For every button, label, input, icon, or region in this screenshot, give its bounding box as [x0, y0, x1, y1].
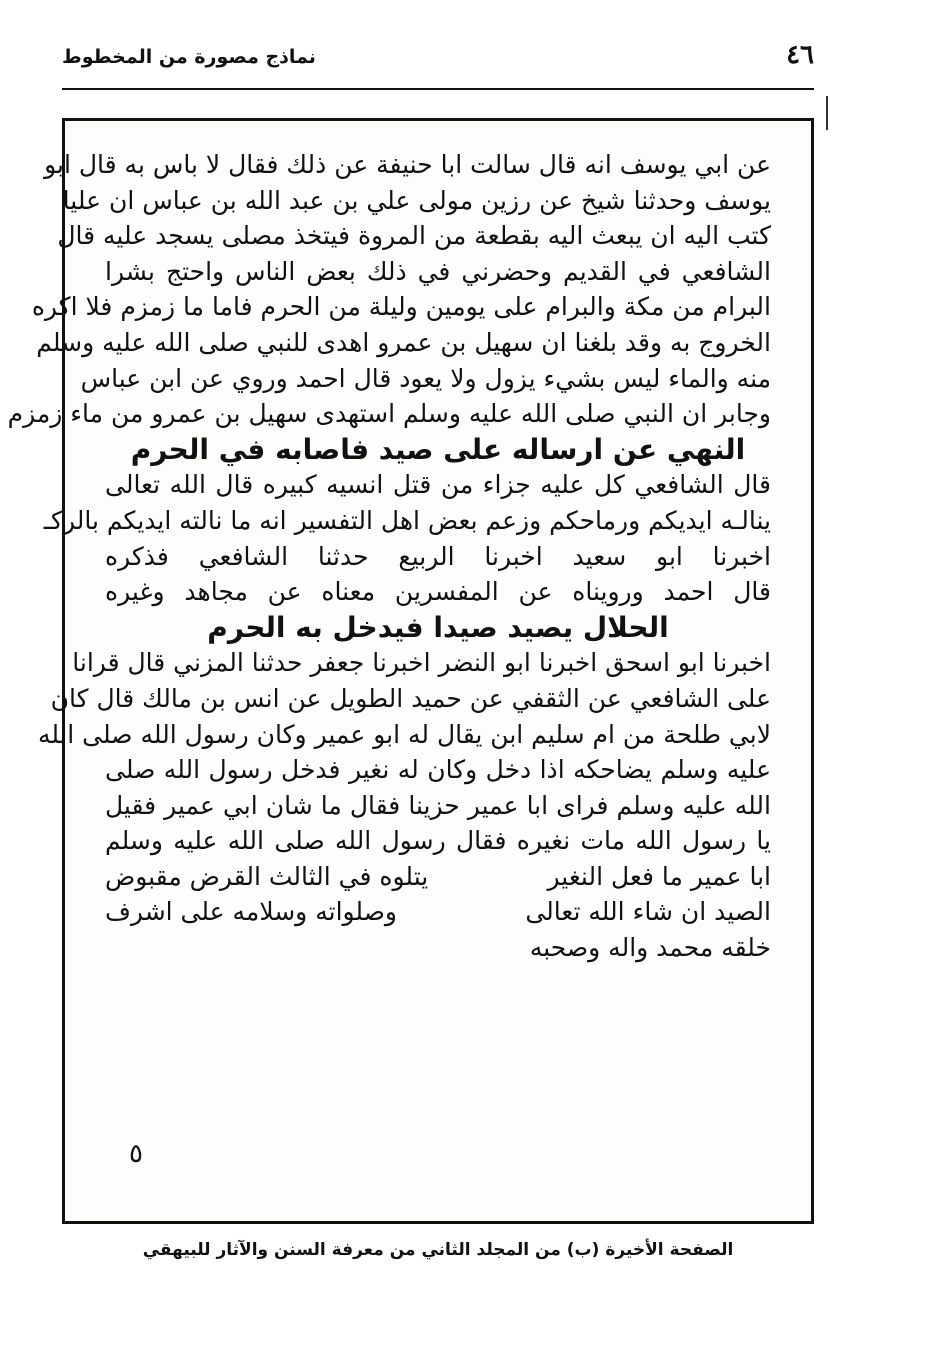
- manuscript-line-11: اخبرنا ابو سعيد اخبرنا الربيع حدثنا الشافعي فذكره: [105, 541, 771, 571]
- manuscript-line-13: اخبرنا ابو اسحق اخبرنا ابو النضر اخبرنا جعفر حدثنا المزني قال قرانا: [72, 648, 771, 678]
- running-title: نماذج مصورة من المخطوط: [62, 46, 316, 68]
- manuscript-text: [7, 147, 771, 966]
- closing-line-3-text: خلقه محمد واله وصحبه: [529, 933, 771, 963]
- manuscript-line-9: قال الشافعي كل عليه جزاء من قتل انسيه كبيره قال الله تعالى: [105, 470, 771, 500]
- manuscript-line-14: على الشافعي عن الثقفي عن حميد الطويل عن انس بن مالك قال كان: [50, 683, 771, 713]
- closing-line-2: [105, 894, 771, 930]
- manuscript-image-frame: [7, 118, 814, 1224]
- closing-line-1-text: ابا عمير ما فعل النغير: [547, 861, 771, 891]
- manuscript-line-4: الشافعي في القديم وحضرني في ذلك بعض الناس واحتج بشرا: [105, 256, 771, 286]
- margin-mark: [826, 96, 828, 130]
- manuscript-heading-2: الحلال يصيد صيدا فيدخل به الحرم: [207, 610, 669, 644]
- manuscript-line-5: البرام من مكة والبرام على يومين وليلة من الحرم فاما ما زمزم فلا اكره: [31, 292, 771, 322]
- manuscript-line-16: عليه وسلم يضاحكه اذا دخل وكان له نغير فدخل رسول الله صلى: [105, 755, 771, 785]
- closing-line-1-catchword: يتلوه في الثالث القرض مقبوض: [105, 861, 429, 891]
- manuscript-line-6: الخروج به وقد بلغنا ان سهيل بن عمرو اهدى للنبي صلى الله عليه وسلم: [36, 327, 771, 357]
- closing-line-1: [105, 859, 771, 895]
- end-mark: ٥: [129, 1139, 143, 1169]
- page-number: ٤٦: [786, 40, 814, 70]
- header-divider: [62, 88, 814, 90]
- manuscript-line-2: يوسف وحدثنا شيخ عن رزين مولى علي بن عبد الله بن عباس ان عليا: [62, 185, 771, 215]
- manuscript-line-7: منه والماء ليس بشيء يزول ولا يعود قال احمد وروي عن ابن عباس: [80, 363, 771, 393]
- manuscript-line-17: الله عليه وسلم فراى ابا عمير حزينا فقال ما شان ابي عمير فقيل: [105, 790, 771, 820]
- page-header: [62, 40, 814, 84]
- manuscript-line-15: لابي طلحة من ام سليم ابن يقال له ابو عمير وكان رسول الله صلى الله: [37, 719, 771, 749]
- manuscript-line-8: وجابر ان النبي صلى الله عليه وسلم استهدى سهيل بن عمرو من ماء زمزم: [7, 399, 771, 429]
- manuscript-line-3: كتب اليه ان يبعث اليه بقطعة من المروة فيتخذ مصلى يسجد عليه قال: [57, 221, 771, 251]
- manuscript-line-10: ينالـه ايديكم ورماحكم وزعم بعض اهل التفسير انه ما نالته ايديكم بالركـ: [43, 505, 771, 535]
- manuscript-line-18: يا رسول الله مات نغيره فقال رسول الله صلى الله عليه وسلم: [105, 826, 771, 856]
- closing-line-2-text: الصيد ان شاء الله تعالى: [525, 897, 771, 927]
- manuscript-line-1: عن ابي يوسف انه قال سالت ابا حنيفة عن ذلك فقال لا باس به قال ابو: [44, 150, 771, 179]
- manuscript-heading-1: النهي عن ارساله على صيد فاصابه في الحرم: [130, 432, 746, 466]
- manuscript-line-12: قال احمد ورويناه عن المفسرين معناه عن مجاهد وغيره: [105, 577, 771, 607]
- closing-line-2-colophon: وصلواته وسلامه على اشرف: [105, 897, 398, 927]
- figure-caption: الصفحة الأخيرة (ب) من المجلد الثاني من معرفة السنن والآثار للبيهقي: [142, 1240, 734, 1260]
- closing-line-3: [105, 930, 771, 966]
